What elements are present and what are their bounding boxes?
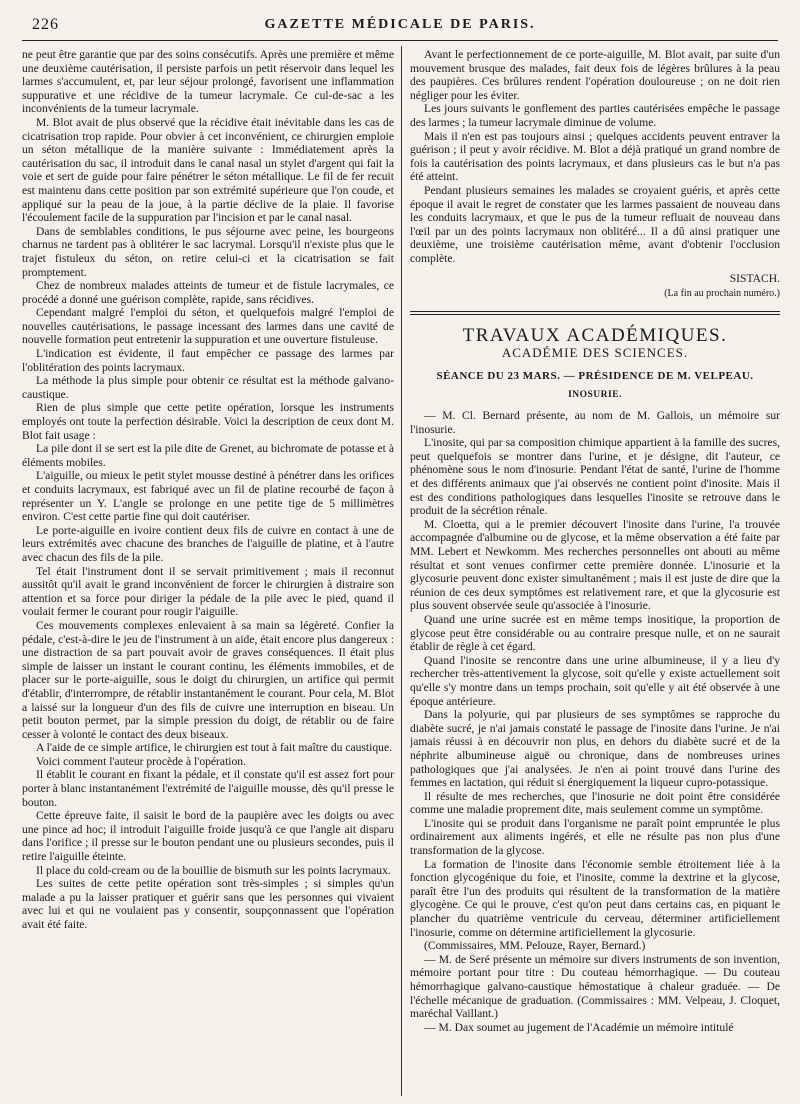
paragraph: La méthode la plus simple pour obtenir ce résultat est la méthode galvano-caustique. bbox=[22, 374, 394, 401]
column-divider bbox=[401, 46, 402, 1096]
paragraph: L'aiguille, ou mieux le petit stylet mousse destiné à pénétrer dans les orifices et conduits lacrymaux, est fabriqué avec un fil de platine recourbé de façon à représenter un Y. L'angle se prolonge en une petite tige de 5 millimètres environ. C'est cette partie fine qui doit cautériser. bbox=[22, 469, 394, 524]
section-divider bbox=[410, 311, 780, 315]
paragraph: (Commissaires, MM. Pelouze, Rayer, Bernard.) bbox=[424, 939, 646, 953]
paragraph: Tel était l'instrument dont il se servait primitivement ; mais il reconnut aussitôt qu'il avait le grand inconvénient de forcer le chirurgien à distraire son attention et sa force pour diriger la pédale de la pile avec le pied, quand il voulait fermer le courant pour rougir l'aiguille. bbox=[22, 564, 394, 619]
paragraph: Cependant malgré l'emploi du séton, et quelquefois malgré l'emploi de nouvelles cautérisations, le passage incessant des larmes dans une cavité de nouvelle formation peut entretenir la suppuration et une ouverture fistuleuse. bbox=[22, 306, 394, 347]
paragraph: Il résulte de mes recherches, que l'inosurie ne doit point être considérée comme une maladie proprement dite, mais seulement comme un symptôme. bbox=[410, 789, 780, 817]
paragraph: Rien de plus simple que cette petite opération, lorsque les instruments employés ont toute la perfection désirable. Voici la description de ceux dont M. Blot fait usage : bbox=[22, 401, 394, 442]
paragraph: L'inosite, qui par sa composition chimique appartient à la famille des sucres, peut quelquefois se montrer dans l'urine, et je désigne, dit l'auteur, ce phénomène sous le nom d'inosurie. Pendant l'état de santé, l'urine de l'homme et des différents animaux que j'ai observés ne contient point d'inosite. Mais il est des conditions pathologiques dans lesquelles l'inosite se retrouve dans le produit de la sécrétion rénale. bbox=[410, 436, 780, 518]
paragraph: Quand une urine sucrée est en même temps inositique, la proportion de glycose peut être considérable ou au contraire presque nulle, et on ne saurait établir de règle à cet égard. bbox=[410, 612, 780, 654]
paragraph: Avant le perfectionnement de ce porte-aiguille, M. Blot avait, par suite d'un mouvement brusque des malades, fait deux fois de légères brûlures à la peau des paupières. Ces brûlures rendent l'opération douloureuse ; on ne doit rien négliger pour les éviter. bbox=[410, 48, 780, 102]
subsection-title: ACADÉMIE DES SCIENCES. bbox=[501, 345, 689, 361]
paragraph: Voici comment l'auteur procède à l'opération. bbox=[36, 754, 247, 768]
paragraph: A l'aide de ce simple artifice, le chirurgien est tout à fait maître du caustique. bbox=[36, 741, 392, 755]
paragraph: ne peut être garantie que par des soins consécutifs. Après une première et même une deuxième cautérisation, il persiste parfois un petit réservoir dans lequel les larmes s'accumulent, et, par leur séjour prolongé, favorisent une inflammation suppurative et une récidive de la tumeur lacrymale. Ce cul-de-sac a les inconvénients de la tumeur lacrymale. bbox=[22, 48, 394, 116]
author-signature: SISTACH. bbox=[729, 271, 780, 285]
paragraph: — M. Dax soumet au jugement de l'Académie un mémoire intitulé bbox=[424, 1020, 734, 1034]
paragraph: M. Cloetta, qui a le premier découvert l'inosite dans l'urine, l'a trouvée accompagnée d'albumine ou de glycose, et la même observation a été faite par MM. Lebert et Newkomm. Mes recherches personnelles ont abouti au même résultat et sont venues confirmer cette première donnée. L'inosurie et la glycosurie peuvent donc exister simultanément ; mais il est juste de dire que la réunion de ces deux symptômes est relativement rare, et que la glycosurie est plus souvent observée seule qu'associée à l'inosurie. bbox=[410, 517, 780, 613]
paragraph: Il établit le courant en fixant la pédale, et il constate qu'il est assez fort pour porter à blanc instantanément l'extrémité de l'aiguille mousse, dès qu'il presse le bouton. bbox=[22, 768, 394, 809]
paragraph: — M. de Seré présente un mémoire sur divers instruments de son invention, mémoire portant pour titre : Du couteau hémorrhagique. — Du couteau hémorrhagique galvano-caustique hémostatique à chaleur graduée. — De l'échelle mécanique de graduation. (Commissaires : MM. Velpeau, J. Cloquet, maréchal Vaillant.) bbox=[410, 952, 780, 1021]
right-column bbox=[410, 48, 780, 1094]
left-column bbox=[22, 48, 394, 1094]
paragraph: Cette épreuve faite, il saisit le bord de la paupière avec les doigts ou avec une pince ad hoc; il introduit l'aiguille froide jusqu'à ce que l'angle ait disparu dans l'orifice ; il presse sur le bouton pendant une ou plusieurs secondes, puis il retire l'aiguille éteinte. bbox=[22, 809, 394, 864]
paragraph: M. Blot avait de plus observé que la récidive était inévitable dans les cas de cicatrisation trop rapide. Pour obvier à cet inconvénient, ce chirurgien emploie un séton métallique de la manière suivante : Immédiatement après la cautérisation du sac, il introduit dans le canal nasal un stylet d'argent qui fait la voie et sert de guide pour faire pénétrer le séton métallique. Le fil de fer recuit est maintenu dans cette position par son extrémité supérieure que l'on coude, et appliqué sur la peau de la joue, à la partie déclive de la plaie. Il favorise l'écoulement facile de la suppuration par l'incision et par le canal nasal. bbox=[22, 115, 394, 225]
paragraph: La formation de l'inosite dans l'économie semble étroitement liée à la fonction glycogénique du foie, et l'inosite, comme la dextrine et la glycose, paraît être l'un des produits qui résultent de la transformation de la matière glycogène. Ce qui le prouve, c'est qu'on peut dans certains cas, en piquant le plancher du quatrième ventricule du cerveau, déterminer artificiellement l'inosurie, comme on détermine artificiellement la glycosurie. bbox=[410, 857, 780, 939]
paragraph: L'indication est évidente, il faut empêcher ce passage des larmes par l'oblitération des points lacrymaux. bbox=[22, 347, 394, 374]
paragraph: Dans la polyurie, qui par plusieurs de ses symptômes se rapproche du diabète sucré, je n'ai jamais constaté le passage de l'inosite dans l'urine. Je n'ai jamais réussi à en découvrir non plus, en dehors du diabète sucré et de la néphrite albumineuse aiguë ou chronique, dans de nombreuses urines pathologiques que j'ai analysées. Je n'en ai point trouvé dans l'urine des femmes en lactation, qui réduit si énergiquement la liqueur cupro-potassique. bbox=[410, 708, 780, 790]
subject-label: INOSURIE. bbox=[568, 390, 622, 401]
journal-title: GAZETTE MÉDICALE DE PARIS. bbox=[264, 17, 536, 32]
paragraph: L'inosite qui se produit dans l'organisme ne paraît point empruntée le plus ordinairement aux aliments ingérés, et elle ne résulte pas non plus d'une transformation de la glycose. bbox=[410, 816, 780, 858]
page-header bbox=[22, 16, 778, 41]
paragraph: Il place du cold-cream ou de la bouillie de bismuth sur les points lacrymaux. bbox=[36, 863, 391, 877]
paragraph: — M. Cl. Bernard présente, au nom de M. Gallois, un mémoire sur l'inosurie. bbox=[410, 409, 780, 436]
session-line: SÉANCE DU 23 MARS. — PRÉSIDENCE DE M. VELPEAU. bbox=[436, 369, 754, 382]
continuation-note: (La fin au prochain numéro.) bbox=[664, 288, 780, 300]
paragraph: Mais il n'en est pas toujours ainsi ; quelques accidents peuvent entraver la guérison ; il peut y avoir récidive. M. Blot a déjà pratiqué un grand nombre de fois la cautérisation des points lacrymaux, et dans plusieurs cas le but n'a pas été atteint. bbox=[410, 129, 780, 184]
paragraph: Le porte-aiguille en ivoire contient deux fils de cuivre en contact à une de leurs extrémités avec chacune des branches de l'aiguille de platine, et à l'autre avec chacun des fils de la pile. bbox=[22, 523, 394, 564]
paragraph: Pendant plusieurs semaines les malades se croyaient guéris, et après cette époque il avait le regret de constater que les larmes passaient de nouveau dans les conduits lacrymaux, et que le pus de la tumeur refluait de nouveau dans l'œil par un des points lacrymaux non oblitéré... Il a dû ainsi pratiquer une deuxième, une troisième cautérisation même, avant d'obtenir l'occlusion complète. bbox=[410, 183, 780, 265]
paragraph: Ces mouvements complexes enlevaient à sa main sa légèreté. Confier la pédale, c'est-à-dire le jeu de l'instrument à un aide, était encore plus dangereux : une distraction de sa part pouvait avoir de graves conséquences. Il était plus simple de laisser un instant le courant continu, les éléments immobiles, et de placer sur le porte-aiguille, sous le doigt du chirurgien, un artifice qui permit d'établir, d'interrompre, de rétablir instantanément le courant. Pour cela, M. Blot a laissé sur la longueur d'un des fils de cuivre une interruption en biseau. Un petit bouton permet, par la simple pression du doigt, de rétablir ou de faire cesser à volonté le contact des deux biseaux. bbox=[22, 618, 394, 741]
paragraph: Les suites de cette petite opération sont très-simples ; si simples qu'un malade a pu la laisser pratiquer et guérir sans que les personnes qui vivaient avec lui et qui ne voulaient pas y consentir, soupçonnassent que l'opération avait été faite. bbox=[22, 877, 394, 931]
paragraph: La pile dont il se sert est la pile dite de Grenet, au bichromate de potasse et à éléments mobiles. bbox=[22, 442, 394, 469]
paragraph: Chez de nombreux malades atteints de tumeur et de fistule lacrymales, ce procédé a donné une guérison complète, rapide, sans récidives. bbox=[22, 279, 394, 306]
paragraph: Les jours suivants le gonflement des parties cautérisées empêche le passage des larmes ; la tumeur lacrymale diminue de volume. bbox=[410, 102, 780, 129]
page-number: 226 bbox=[32, 16, 59, 33]
paragraph: Quand l'inosite se rencontre dans une urine albumineuse, il y a lieu d'y rechercher très-attentivement la glycose, soit qu'elle y existe actuellement soit qu'elle s'y montre dans un temps prochain, soit qu'elle y ait été observée à une époque antérieure. bbox=[410, 653, 780, 708]
paragraph: Dans de semblables conditions, le pus séjourne avec peine, les bourgeons charnus ne tardent pas à oblitérer le sac lacrymal. Lorsqu'il n'existe plus que le trajet fistuleux du séton, on retire celui-ci et la cicatrisation se fait promptement. bbox=[22, 224, 394, 279]
section-title: TRAVAUX ACADÉMIQUES. bbox=[462, 324, 728, 346]
